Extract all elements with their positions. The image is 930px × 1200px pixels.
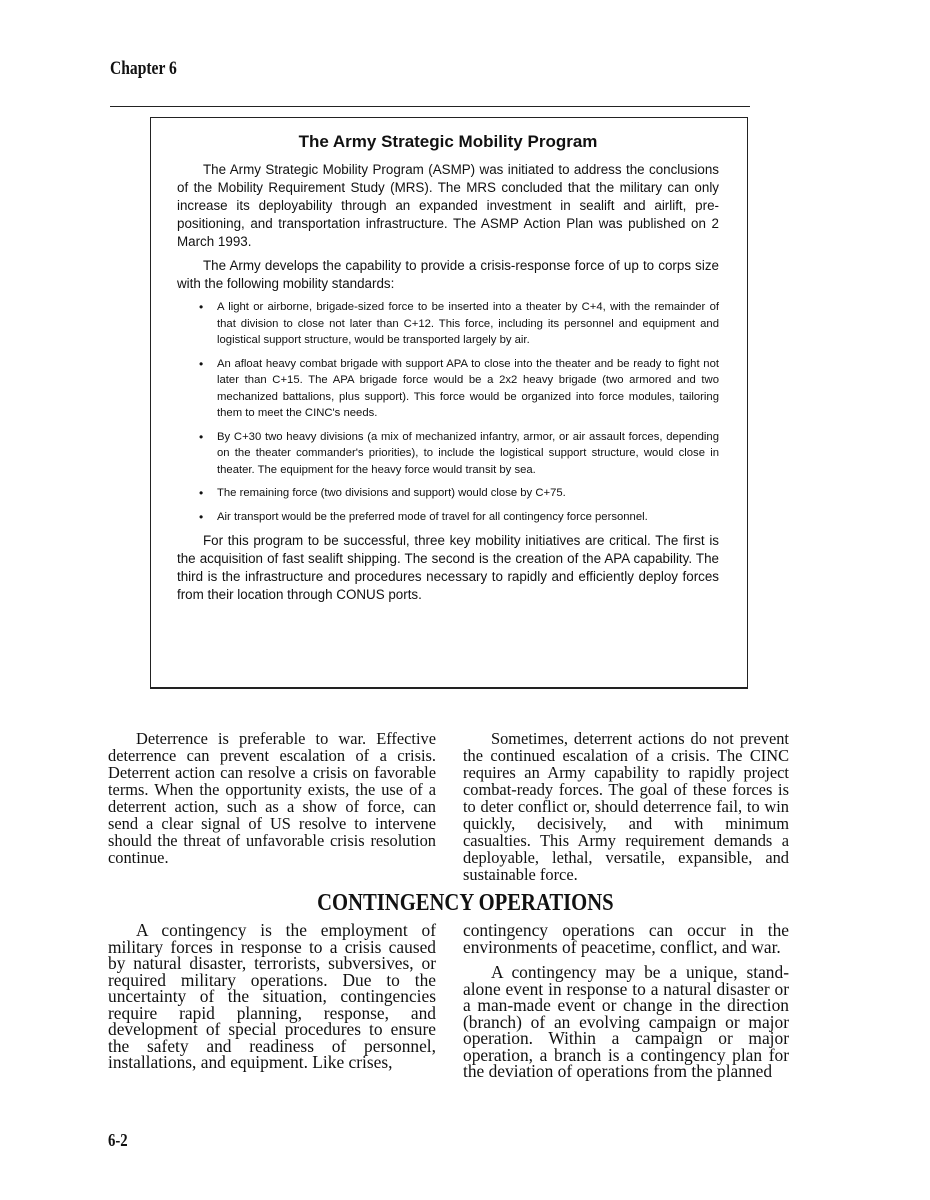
list-item-text: Air transport would be the preferred mode of travel for all contingency force personnel. bbox=[217, 510, 648, 523]
bullet-icon: • bbox=[199, 509, 204, 524]
list-item bbox=[199, 356, 719, 422]
list-item-text: The remaining force (two divisions and support) would close by C+75. bbox=[217, 487, 566, 499]
sidebar-standards-intro: The Army develops the capability to provide a crisis-response force of up to corps size with the following mobility standards: bbox=[177, 258, 719, 291]
deterrence-left-column bbox=[108, 730, 436, 866]
list-item bbox=[199, 299, 719, 349]
deterrence-paragraph-left: Deterrence is preferable to war. Effective deterrence can prevent escalation of a crisis. Deterrent action can resolve a crisis on favorable terms. When the opportunity exists, the use of a deterrent action, such as a show of force, can send a clear signal of US resolve to intervene should the threat of unfavorable crisis resolution continue. bbox=[108, 729, 436, 867]
contingency-paragraph-right-1: contingency operations can occur in the environments of peacetime, conflict, and war. bbox=[463, 920, 789, 957]
sidebar-conclusion-paragraph: For this program to be successful, three key mobility initiatives are critical. The first is the acquisition of fast sealift shipping. The second is the creation of the APA capability. The third is the infrastructure and procedures necessary to rapidly and efficiently deploy forces from their location through CONUS ports. bbox=[177, 533, 719, 602]
mobility-standards-list bbox=[177, 299, 719, 525]
bullet-icon: • bbox=[199, 300, 204, 314]
section-heading-text: CONTINGENCY OPERATIONS bbox=[316, 890, 614, 916]
asmp-sidebar-box bbox=[150, 117, 748, 688]
contingency-paragraph-right-2: A contingency may be a unique, stand-alone event in response to a natural disaster or a man-made event or change in the direction (branch) of an evolving campaign or major operation. Within a campaign or major operation, a branch is a contingency plan for the deviation of operations from the planned bbox=[463, 962, 789, 1081]
bullet-icon: • bbox=[199, 356, 204, 371]
deterrence-right-column bbox=[463, 730, 789, 883]
bottom-rule bbox=[150, 688, 748, 689]
contingency-left-column bbox=[108, 922, 436, 1071]
bullet-icon: • bbox=[199, 429, 204, 444]
list-item bbox=[199, 509, 719, 526]
list-item bbox=[199, 485, 719, 502]
deterrence-paragraph-right: Sometimes, deterrent actions do not prevent the continued escalation of a crisis. The CINC requires an Army capability to rapidly project combat-ready forces. The goal of these forces is to deter conflict or, should deterrence fail, to win quickly, decisively, and with minimum casualties. This Army requirement demands a deployable, lethal, versatile, expansible, and sustainable force. bbox=[463, 729, 789, 884]
list-item bbox=[199, 429, 719, 479]
contingency-right-column bbox=[463, 922, 789, 1080]
top-rule bbox=[110, 106, 750, 107]
chapter-label: Chapter 6 bbox=[110, 58, 177, 79]
page-number: 6-2 bbox=[108, 1130, 128, 1150]
contingency-paragraph-left: A contingency is the employment of military forces in response to a crisis caused by natural disaster, terrorists, subversives, or required military operations. Due to the uncertainty of the situation, contingencies require rapid planning, response, and development of special procedures to ensure the safety and readiness of personnel, installations, and equipment. Like crises, bbox=[108, 920, 436, 1072]
list-item-text: By C+30 two heavy divisions (a mix of mechanized infantry, armor, or air assault forces, depending on the theater commander's priorities), to include the logistical support structure, would close in theater. The equipment for the heavy force would transit by sea. bbox=[217, 430, 719, 476]
section-heading bbox=[0, 890, 930, 917]
sidebar-title: The Army Strategic Mobility Program bbox=[298, 132, 598, 151]
list-item-text: A light or airborne, brigade-sized force to be inserted into a theater by C+4, with the remainder of that division to close not later than C+12. This force, including its personnel and equipment and logistical support structure, would be transported largely by air. bbox=[217, 301, 719, 346]
list-item-text: An afloat heavy combat brigade with support APA to close into the theater and be ready to fight not later than C+15. The APA brigade force would be a 2x2 heavy brigade (two armored and two mechanized battalions, plus support). This force would be organized into force modules, tailoring them to meet the CINC's needs. bbox=[217, 357, 719, 419]
bullet-icon: • bbox=[199, 486, 204, 500]
sidebar-intro-paragraph: The Army Strategic Mobility Program (ASMP) was initiated to address the conclusions of the Mobility Requirement Study (MRS). The MRS concluded that the military can only increase its deployability through an expanded investment in sealift and airlift, pre-positioning, and transportation infrastructure. The ASMP Action Plan was published on 2 March 1993. bbox=[177, 162, 719, 249]
